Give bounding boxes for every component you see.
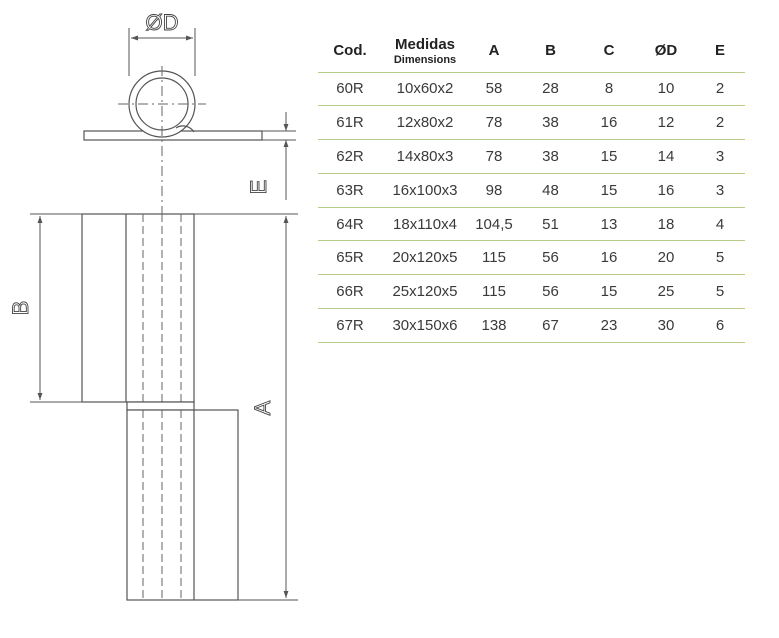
table-row — [318, 207, 745, 241]
table-row — [318, 241, 745, 275]
cell-cod: 62R — [318, 140, 382, 174]
cell-e: 5 — [695, 275, 745, 309]
cell-medidas: 16x100x3 — [382, 173, 468, 207]
table-row — [318, 173, 745, 207]
cell-od: 12 — [637, 106, 695, 140]
cell-a: 78 — [468, 106, 520, 140]
cell-a: 138 — [468, 309, 520, 343]
cell-c: 15 — [581, 140, 637, 174]
table-header-row — [318, 30, 745, 72]
cell-c: 15 — [581, 173, 637, 207]
header-medidas — [382, 30, 468, 72]
cell-cod: 67R — [318, 309, 382, 343]
cell-cod: 66R — [318, 275, 382, 309]
cell-b: 28 — [520, 72, 581, 106]
e-label: E — [246, 179, 271, 195]
cell-b: 51 — [520, 207, 581, 241]
a-label: A — [250, 400, 275, 416]
header-c: C — [581, 30, 637, 72]
hinge-upper-leaf — [82, 214, 194, 402]
cell-od: 16 — [637, 173, 695, 207]
cell-medidas: 18x110x4 — [382, 207, 468, 241]
cell-medidas: 10x60x2 — [382, 72, 468, 106]
cell-e: 3 — [695, 140, 745, 174]
header-dimensions-label: Dimensions — [393, 53, 457, 66]
cell-b: 56 — [520, 275, 581, 309]
cell-cod: 60R — [318, 72, 382, 106]
hinge-joint — [127, 402, 194, 410]
header-b: B — [520, 30, 581, 72]
cell-cod: 63R — [318, 173, 382, 207]
table-row — [318, 72, 745, 106]
cell-a: 115 — [468, 275, 520, 309]
hinge-lower-leaf — [127, 410, 238, 600]
cell-c: 16 — [581, 241, 637, 275]
header-a: A — [468, 30, 520, 72]
cell-b: 38 — [520, 106, 581, 140]
cell-b: 67 — [520, 309, 581, 343]
cell-a: 78 — [468, 140, 520, 174]
b-label: B — [8, 300, 33, 316]
header-e: E — [695, 30, 745, 72]
cell-cod: 64R — [318, 207, 382, 241]
cell-b: 56 — [520, 241, 581, 275]
cell-medidas: 30x150x6 — [382, 309, 468, 343]
cell-medidas: 20x120x5 — [382, 241, 468, 275]
cell-c: 23 — [581, 309, 637, 343]
header-cod: Cod. — [318, 30, 382, 72]
cell-cod: 65R — [318, 241, 382, 275]
table-row — [318, 106, 745, 140]
table-row — [318, 275, 745, 309]
cell-b: 48 — [520, 173, 581, 207]
cell-e: 2 — [695, 106, 745, 140]
cell-a: 104,5 — [468, 207, 520, 241]
cell-e: 5 — [695, 241, 745, 275]
cell-c: 16 — [581, 106, 637, 140]
hinge-top-view — [84, 71, 262, 140]
cell-od: 14 — [637, 140, 695, 174]
header-od: ØD — [637, 30, 695, 72]
cell-od: 10 — [637, 72, 695, 106]
cell-e: 2 — [695, 72, 745, 106]
diameter-label: ØD — [145, 10, 179, 35]
cell-medidas: 25x120x5 — [382, 275, 468, 309]
cell-c: 13 — [581, 207, 637, 241]
cell-od: 20 — [637, 241, 695, 275]
cell-medidas: 14x80x3 — [382, 140, 468, 174]
cell-cod: 61R — [318, 106, 382, 140]
cell-a: 98 — [468, 173, 520, 207]
cell-od: 18 — [637, 207, 695, 241]
cell-od: 25 — [637, 275, 695, 309]
dimensions-table — [318, 30, 745, 343]
cell-od: 30 — [637, 309, 695, 343]
cell-e: 6 — [695, 309, 745, 343]
table-row — [318, 309, 745, 343]
b-dimension — [30, 214, 82, 402]
cell-e: 3 — [695, 173, 745, 207]
table-row — [318, 140, 745, 174]
cell-e: 4 — [695, 207, 745, 241]
cell-b: 38 — [520, 140, 581, 174]
cell-a: 115 — [468, 241, 520, 275]
cell-c: 15 — [581, 275, 637, 309]
cell-medidas: 12x80x2 — [382, 106, 468, 140]
header-medidas-label: Medidas — [394, 35, 455, 53]
cell-c: 8 — [581, 72, 637, 106]
cell-a: 58 — [468, 72, 520, 106]
